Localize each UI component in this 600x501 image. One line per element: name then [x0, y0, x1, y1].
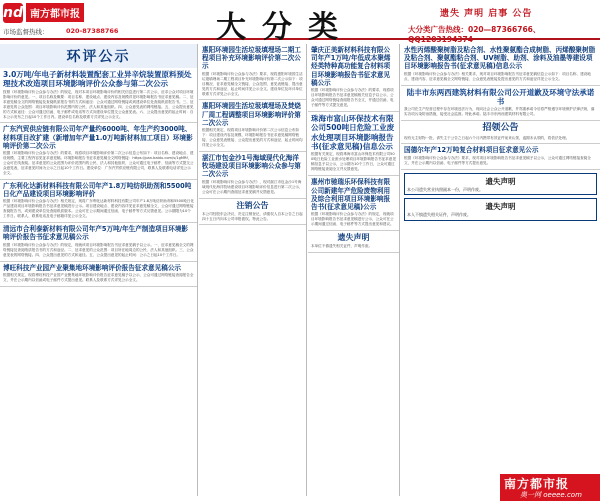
notice-body: 本公司遗失营业执照副本一份，声明作废。: [407, 186, 483, 192]
banner-subtitle: 奥一网 oeeee.com: [520, 491, 582, 499]
ad-body: 本公司经股东会决议，决定注销登记，请债权人自本公告之日起四十五日内向本公司申报债权。特此公告。: [202, 211, 303, 221]
notice-title: 遗失声明: [485, 176, 516, 186]
ad-title: 湛江市包金沙1号海域现代化海洋牧场建设项目环境影响公众参与第二次公示: [202, 153, 301, 179]
ad-block: [401, 86, 600, 122]
ad-body: 根据《环境影响评价公众参与办法》要求，现将惠阳环境园生活垃圾填埋场二期工程项目补充环境影响评价第二次公示如下：项目概况、征求意见稿全文链接、公众范围、意见表链接、提出意见的方式和途径、起止时间详见公示全文。建设单位及环评单位联系方式详见公示全文。: [202, 71, 303, 96]
logo-badge: nd: [3, 5, 23, 21]
ad-body: 根据《环境影响评价公众参与办法》的要求，现将项目环境影响报告书征求意见稿相关信息予以公示，公众可通过网络链接查阅报告书全文，并通过信函、电子邮件等方式提交意见。: [311, 88, 394, 108]
notice-body: 本人不慎遗失相关证件，声明作废。: [407, 212, 471, 218]
ad-body: 现有无主财物一批，请失主于公告之日起六个月内携带有效证件前来认领，逾期未认领的，将依法处理。: [404, 135, 570, 140]
logo-sub: 市场监督热线：: [3, 28, 49, 36]
section-title: 环评公示: [0, 44, 197, 68]
brand-banner: [500, 474, 600, 501]
ad-block: [199, 44, 306, 100]
hotline: 大分类广告热线：020—87366766、QQ1203194374: [408, 25, 541, 44]
ad-title: 广东汽贸供应链有限公司年产量约6000吨、年生产约3000吨、材料项目改扩建（新增加年产量1.0万吨新材料加工项目）环境影响评价第二次公示: [3, 125, 193, 150]
ad-title: 博旺科技产业园产业聚集地环境影响评价报告征求意见稿公示: [3, 263, 182, 272]
logo-phone: 020-87388766: [66, 27, 119, 35]
ad-title: 陆丰市东两西建筑材料有限公司公开道歉及环境守法承诺书: [406, 87, 595, 106]
ad-body: 根据《环境影响评价公众参与办法》相关规定，现将广东利化达新材料科技有限公司年产1.8万吨纺织助剂和5500吨日化产品建设项目环境影响报告书征求意见稿进行公示。项目建设地点、建设内容详见征求意见稿全文，公众可通过网络链接查阅报告书，或到建设单位处查阅纸质版本。公众可在公示期间通过信函、电子邮件等方式反馈意见。公示期限为10个工作日。联系人、联系电话及电子邮箱详见公示全文。: [3, 199, 194, 219]
column-2: [199, 44, 307, 496]
ad-body: 我公司在生产经营过程中存在环境违法行为，现向社会公众公开道歉，并郑重承诺今后将严格遵守环境保护法律法规，落实各项污染防治措施，接受社会监督。特此承诺。陆丰市东两西建筑材料有限公司。: [404, 107, 595, 117]
ad-body: 根据《环境影响评价公众参与办法》，现对湛江市包金沙1号海域现代化海洋牧场建设项目环境影响评价信息进行第二次公示，公众可在公示期内查阅征求意见稿并反馈意见。: [202, 179, 303, 194]
ad-block: [401, 121, 600, 144]
ad-title: 遗失声明: [337, 233, 370, 243]
banner-title: 南方都市报: [504, 477, 570, 491]
notice-box: [404, 173, 597, 196]
logo-name: 南方都市报: [26, 3, 84, 22]
ad-body: 按照《环境影响评价公众参与办法》的规定，现对本项目环境影响评价的相关信息进行第二次公示，征求公众对项目环境影响评价的意见。一、项目名称及概要：项目名称、建设地点、建设内容及规模详见环境影响报告书征求意见稿。二、征求意见稿全文的网络链接及查阅纸质报告书的方式和途径：公众可通过网络链接或到建设单位处查阅纸质报告书。三、征求意见的公众范围：项目环境影响评价范围内的公民、法人和其他组织。四、公众意见表的网络链接。五、公众提出意见的方式和途径：公众可通过信函、电子邮件或电话等方式向建设单位提交公众意见表。六、公众提出意见的起止时间：自本公示发布之日起10个工作日内。建设单位名称及联系方式详见公示全文。: [3, 89, 194, 119]
ad-title: 惠阳环境园生活垃圾填埋场二期工程项目补充环境影响评价第二次公示: [202, 46, 301, 71]
ad-block: [308, 176, 399, 231]
ad-block: [0, 223, 197, 261]
ad-body: 本单位不慎遗失相关证件，声明作废。: [311, 244, 373, 249]
ad-title: 珠海市富山环保技术有限公司500吨日危险工业废水处理项目环境影响报告书(征求意见稿)信息公示: [311, 113, 395, 152]
ad-body: 根据《环境影响评价公众参与办法》相关要求，现对项目环境影响报告书征求意见稿信息公示如下：项目名称、建设地点、建设内容、征求意见稿全文网络链接、公众意见表链接及提出意见的方式和途径详见公示全文。: [404, 71, 591, 81]
ad-title: 国德尔年产12万吨复合材料项目征求意见公示: [404, 146, 539, 155]
ad-title: 清远市合利泰新材料有限公司年产5万吨/年生产制造项目环境影响评价报告书征求意见稿公示: [3, 225, 189, 242]
ad-title: 3.0万吨/年电子新材料装置配套工业异辛烷装置原料预处理技术改造项目环境影响评价公众参与第二次公示: [3, 70, 192, 89]
ad-block: [308, 231, 399, 253]
ad-body: 根据《环境影响评价公众参与办法》要求，现对项目环境影响报告书征求意见稿予以公示，公众可通过网络链接查阅全文，并在公示期内以信函、电子邮件等方式提出意见。: [404, 155, 591, 165]
notice-title: 遗失声明: [485, 202, 516, 212]
notice-box: [404, 198, 597, 221]
ad-block: [0, 262, 197, 287]
column-1: [0, 44, 198, 496]
masthead: 大分类: [216, 10, 354, 45]
tagline: 遗失 声明 启事 公告: [440, 9, 533, 19]
ad-block: [199, 152, 306, 199]
ad-body: 根据《环境影响评价公众参与办法》的要求，现将项目环境影响评价第二次公示信息公布如下：项目名称、建设地点、建设规模、主要工程内容见征求意见稿。环境影响报告书征求意见稿全文网络链接：https://pan.baidu.com/s/1gMRf，公众可在线查阅。征求意见的公众范围为评价范围内的公民、法人和其他组织，公众可通过电子邮件、信函等方式提交公众意见表，征求意见时间为公示之日起10个工作日。建设单位：广东汽贸供应链有限公司，联系人及联系电话详见公示全文。: [3, 151, 194, 175]
ad-block: [0, 180, 197, 223]
ad-body: 根据《环境影响评价公众参与办法》的规定，现就该项目环境影响报告书征求意见稿予以公示。一、征求意见稿全文的网络链接及查阅纸质报告书的方式和途径。二、征求意见的公众范围：项目所在地周边的公民、法人和其他组织。三、公众意见表的网络链接。四、公众提出意见的方式和途径。五、公众提出意见的起止时间：公示之日起10个工作日。: [3, 242, 194, 257]
ad-block: [0, 68, 197, 123]
ad-block: [199, 199, 306, 226]
ad-block: [401, 44, 600, 86]
ad-body: 根据相关规定，现将项目环境影响评价第二次公示信息公布如下：项目建设内容及规模、环境影响报告书征求意见稿网络链接、公众意见表链接、公众提出意见的方式和途径、起止时间均详见公示全文。: [202, 128, 303, 148]
ad-block: [0, 123, 197, 179]
ad-title: 肇庆正美新材料科技有限公司年产1万吨/年低成本聚烯烃类特种高功能复合材料项目环境影响报告书征求意见稿公示: [311, 46, 391, 87]
ad-block: [308, 112, 399, 176]
ad-title: 水性丙烯酸聚树脂及粘合剂、水性聚氨酯合成树脂、丙烯酸聚树脂及粘合剂、聚氨酯粘合剂、UV树脂、助剂、涂料及油墨等建设项目环境影响报告书(征求意见稿)信息公示: [404, 46, 596, 71]
ad-body: 根据有关规定，现将珠海市富山环保技术有限公司500吨日危险工业废水处理项目环境影响报告书征求意见稿信息予以公示，公示期为10个工作日，公众可通过网络链接查阅全文并反馈意见。: [311, 152, 396, 172]
ad-title: 惠州市驰瑞乐环保科技有限公司新建年产危险废物利用及综合利用项目环境影响报告书(征求意见稿)公示: [311, 178, 391, 211]
ad-title: 注销公告: [236, 200, 269, 210]
ad-title: 广东利化达新材料科技有限公司年产1.8万吨纺织助剂和5500吨日化产品建设项目环境影响评价: [3, 181, 192, 199]
ad-body: 根据《环境影响评价公众参与办法》的规定，现就项目环境影响报告书征求意见稿进行公示，公众可在公示期间通过信函、电子邮件等方式提出意见和建议。: [311, 212, 394, 227]
ad-block: [401, 144, 600, 169]
column-4: [401, 44, 600, 496]
column-3: [308, 44, 400, 496]
ad-block: [199, 100, 306, 152]
ad-title: 惠阳环境园生活垃圾填埋场及焚烧厂周工程调整项目环境影响评价第二次公示: [202, 102, 301, 127]
ad-block: [308, 44, 399, 112]
ad-title: 招领公告: [482, 123, 519, 134]
ad-body: 根据相关规定，现将博旺科技产业园产业聚集地环境影响评价报告征求意见稿予以公示，公众可通过网络链接查阅报告全文，并在公示期内以信函或电子邮件方式提出意见。联系人及联系方式详见公示全文。: [3, 272, 194, 282]
header: [0, 0, 600, 45]
